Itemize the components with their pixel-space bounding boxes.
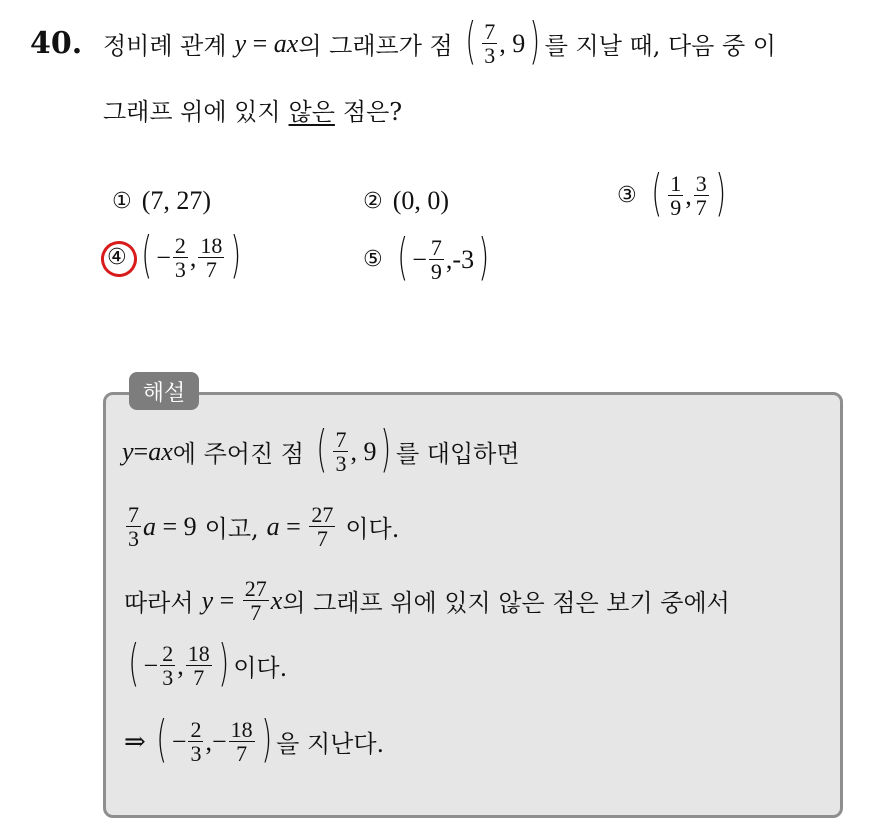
choice-3[interactable]: ③ ( $\frac{1}{9}$ , $\frac{3}{7}$ ) (617, 163, 726, 222)
choice-5[interactable]: ⑤ ( − $\frac{7}{9}$ , -3 ) (363, 227, 490, 286)
solution-line-4: ( − $\frac{2}{3}$ , $\frac{18}{7}$ ) 이다. (128, 633, 288, 692)
solution-line-2: $\frac{7}{3}$ a = 9 이고, a = $\frac{27}{7}$ 이다. (128, 502, 400, 552)
fraction: $\frac{7}{3}$ (484, 19, 496, 69)
solution-line-1: y = ax 에 주어진 점 ( $\frac{7}{3}$ , 9 ) 를 대입하면 (122, 419, 520, 478)
solution-tag: 해설 (129, 372, 199, 410)
red-circle-icon (96, 236, 141, 281)
question-line-2: 그래프 위에 있지 않은 점은? (103, 92, 402, 127)
underlined-not: 않은 (288, 98, 335, 126)
choice-1[interactable]: ① (7, 27) (112, 186, 212, 215)
question-line-1: 정비례 관계 y = ax 의 그래프가 점 ( $\frac{7}{3}$ , 9 ) 를 지날 때, 다음 중 이 (103, 11, 776, 70)
choice-2[interactable]: ② (0, 0) (363, 186, 450, 215)
solution-line-5: ⇒ ( − $\frac{2}{3}$ ,− $\frac{18}{7}$ ) 을 지난다. (124, 709, 385, 768)
choice-4[interactable]: ④ ( − $\frac{2}{3}$ , $\frac{18}{7}$ ) (107, 234, 246, 281)
selected-answer-mark: ④ (107, 245, 137, 270)
question-number: 40. (30, 26, 83, 61)
solution-line-3: 따라서 y = $\frac{27}{7}$ x 의 그래프 위에 있지 않은 점은 보기 중에서 (124, 576, 730, 626)
